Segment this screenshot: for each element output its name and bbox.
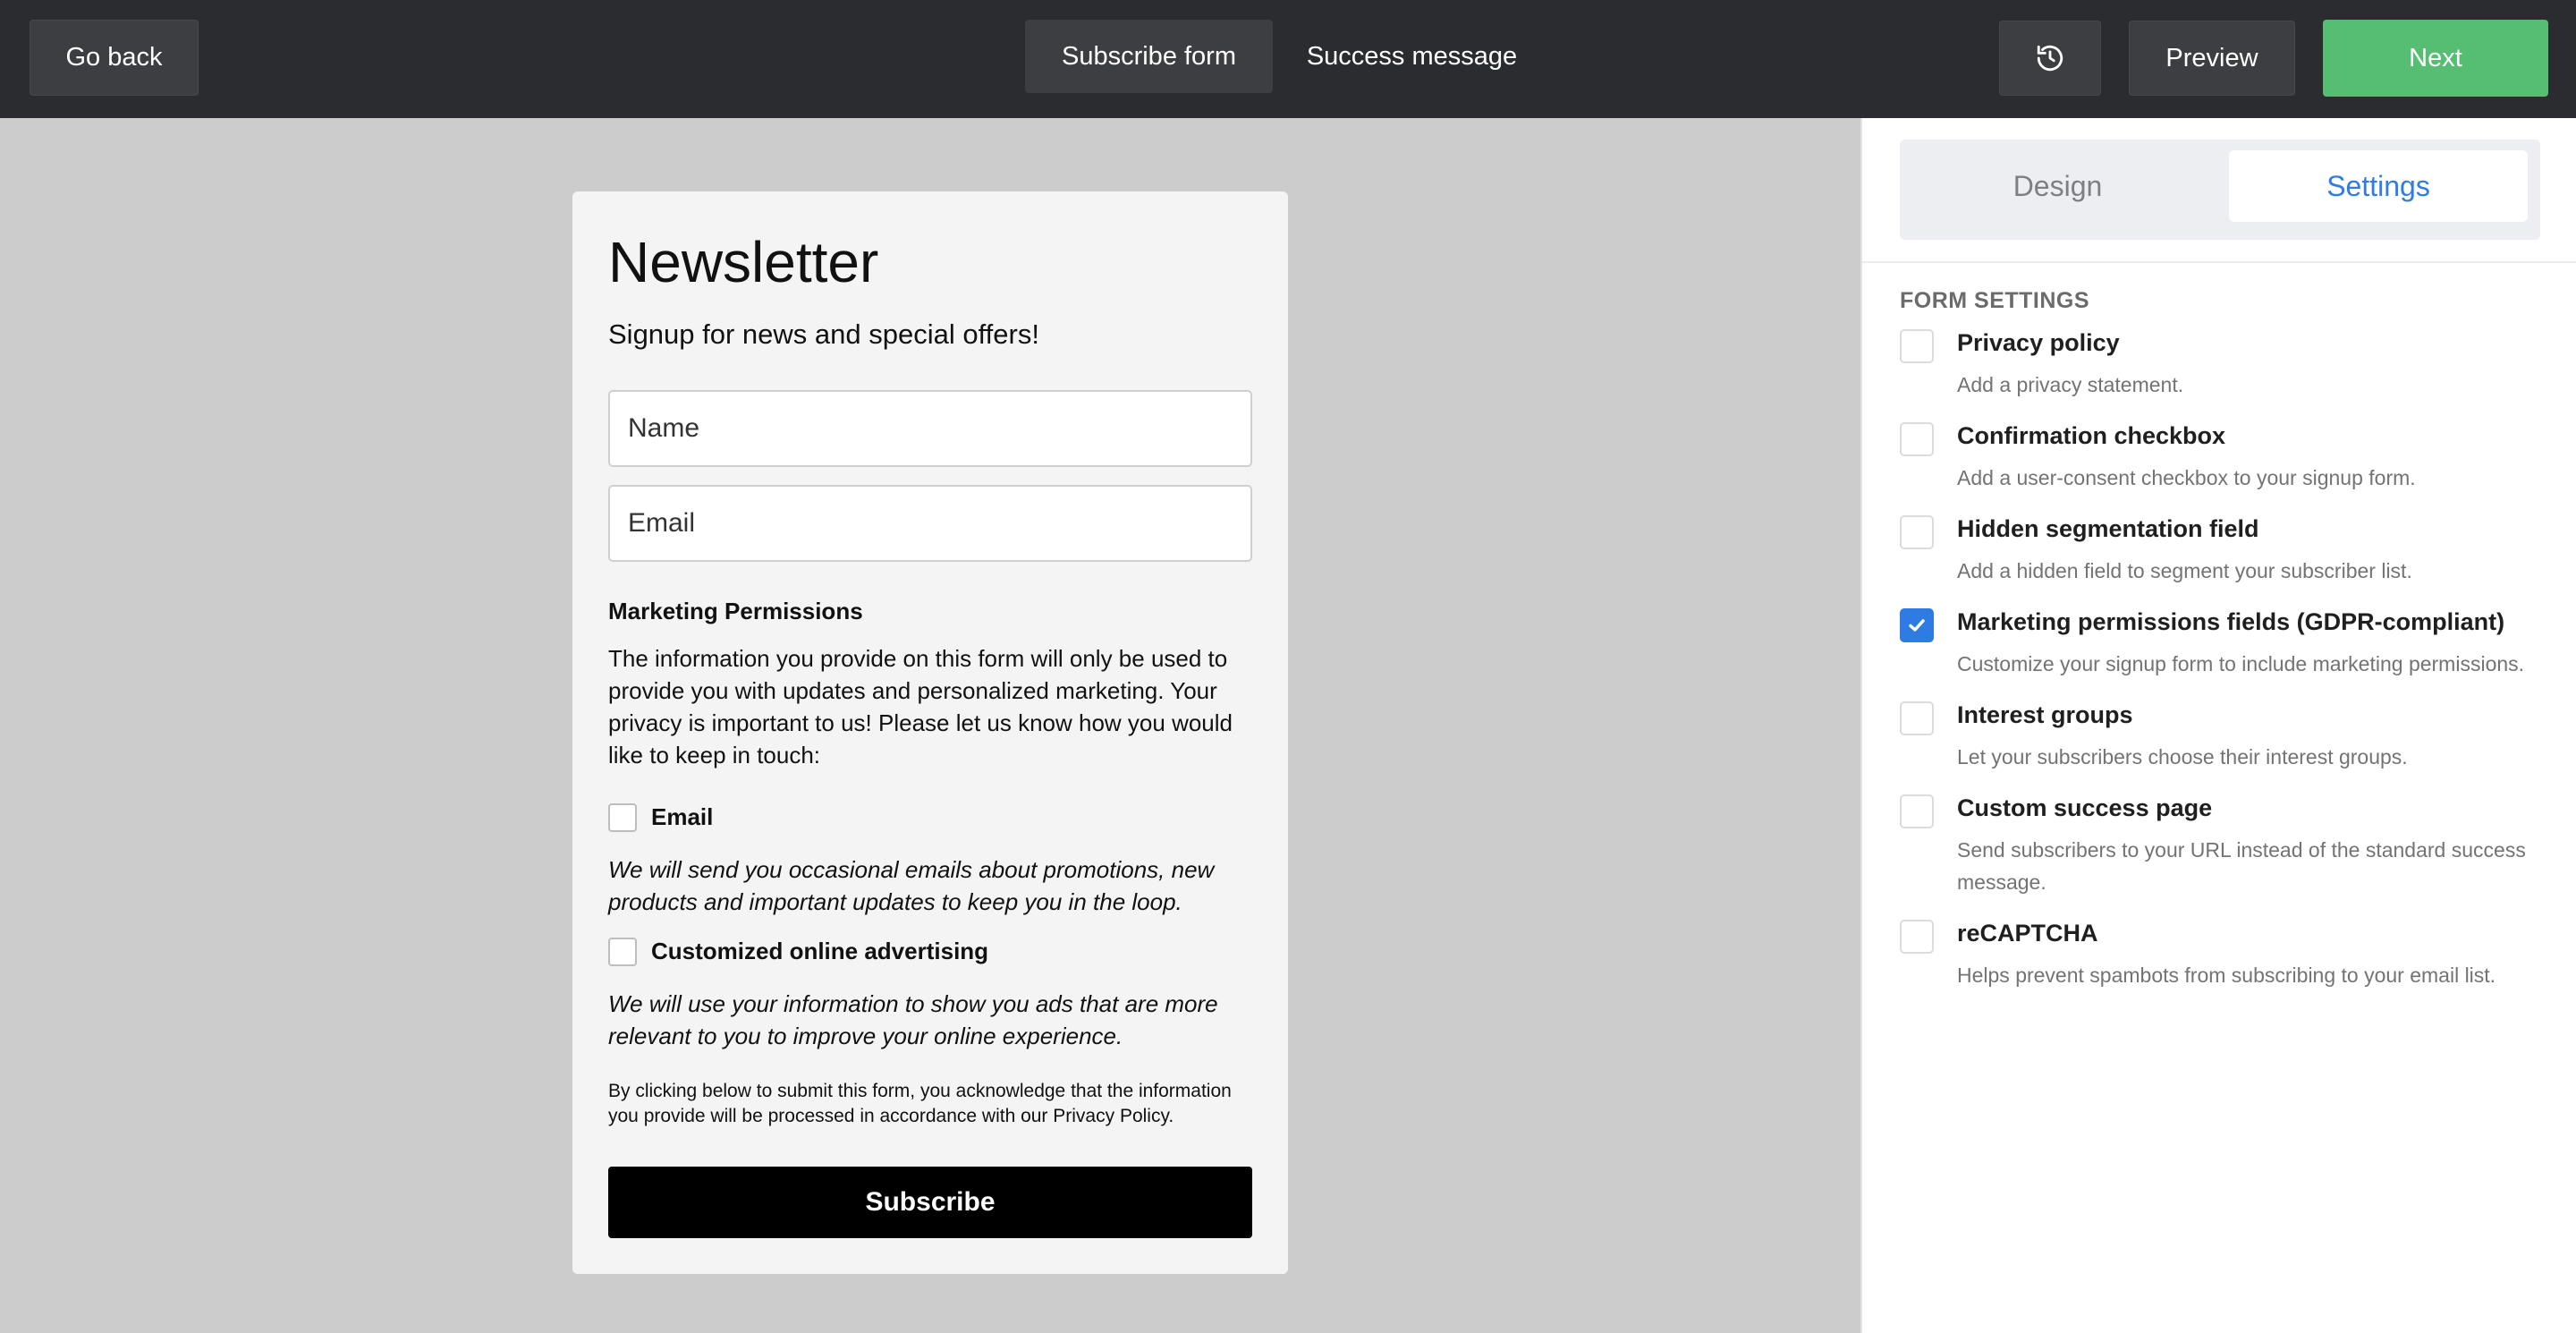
next-button[interactable]: Next: [2323, 20, 2548, 97]
tab-success-message[interactable]: Success message: [1306, 41, 1518, 71]
option-title: Marketing permissions fields (GDPR-compliant): [1957, 608, 2505, 635]
option-desc: Helps prevent spambots from subscribing to your email list.: [1957, 964, 2496, 987]
marketing-permissions-checkbox[interactable]: [1900, 608, 1934, 642]
legal-notice: By clicking below to submit this form, you acknowledge that the information you provide will be processed in accordance with our Privacy Policy.: [608, 1081, 1232, 1126]
tab-settings[interactable]: Settings: [2229, 150, 2528, 222]
confirmation-checkbox-checkbox[interactable]: [1900, 422, 1934, 456]
form-subtitle: Signup for news and special offers!: [608, 318, 1039, 350]
privacy-policy-checkbox[interactable]: [1900, 329, 1934, 363]
recaptcha-checkbox[interactable]: [1900, 920, 1934, 954]
panel-tabs: [1900, 140, 2540, 240]
hidden-segmentation-checkbox[interactable]: [1900, 515, 1934, 549]
marketing-permissions-text: The information you provide on this form will only be used to provide you with updates and personalized marketing. Your privacy is important to us! Please let us know how you would like to keep in touch:: [608, 645, 1233, 768]
option-title: Privacy policy: [1957, 329, 2120, 356]
option-title: Hidden segmentation field: [1957, 515, 2259, 542]
option-title: Custom success page: [1957, 794, 2213, 821]
advertising-permission-label: Customized online advertising: [651, 938, 989, 964]
top-bar: [0, 0, 2576, 118]
go-back-button[interactable]: Go back: [30, 20, 199, 96]
email-field[interactable]: Email: [608, 485, 1252, 562]
tab-design[interactable]: Design: [2012, 169, 2103, 202]
custom-success-page-checkbox[interactable]: [1900, 794, 1934, 828]
option-title: reCAPTCHA: [1957, 920, 2098, 947]
email-permission-checkbox[interactable]: [608, 803, 637, 832]
option-desc: Add a hidden field to segment your subscriber list.: [1957, 559, 2412, 582]
settings-panel: [1860, 118, 2576, 1333]
name-field[interactable]: Name: [608, 390, 1252, 467]
form-settings-title: FORM SETTINGS: [1900, 288, 2090, 313]
email-permission-desc: We will send you occasional emails about promotions, new products and important updates to keep you in the loop.: [608, 856, 1215, 915]
marketing-permissions-title: Marketing Permissions: [608, 598, 863, 624]
email-permission-label: Email: [651, 803, 714, 830]
subscribe-button[interactable]: Subscribe: [608, 1167, 1252, 1238]
option-desc: Add a privacy statement.: [1957, 373, 2184, 396]
tab-subscribe-form[interactable]: Subscribe form: [1025, 20, 1273, 93]
advertising-permission-checkbox[interactable]: [608, 938, 637, 966]
preview-button[interactable]: Preview: [2129, 21, 2295, 96]
option-desc: Customize your signup form to include marketing permissions.: [1957, 652, 2525, 675]
form-preview-card: [572, 191, 1288, 1274]
panel-divider: [1862, 261, 2576, 263]
check-icon: [1906, 615, 1928, 636]
history-icon: [2035, 43, 2065, 73]
advertising-permission-desc: We will use your information to show you ads that are more relevant to you to improve your online experience.: [608, 990, 1218, 1049]
option-title: Interest groups: [1957, 701, 2133, 728]
history-button[interactable]: [1999, 21, 2101, 96]
interest-groups-checkbox[interactable]: [1900, 701, 1934, 735]
option-desc: Let your subscribers choose their interest groups.: [1957, 745, 2408, 768]
form-title: Newsletter: [608, 230, 879, 294]
option-desc: Send subscribers to your URL instead of the standard success message.: [1957, 838, 2526, 894]
option-title: Confirmation checkbox: [1957, 422, 2226, 449]
option-desc: Add a user-consent checkbox to your signup form.: [1957, 466, 2416, 489]
